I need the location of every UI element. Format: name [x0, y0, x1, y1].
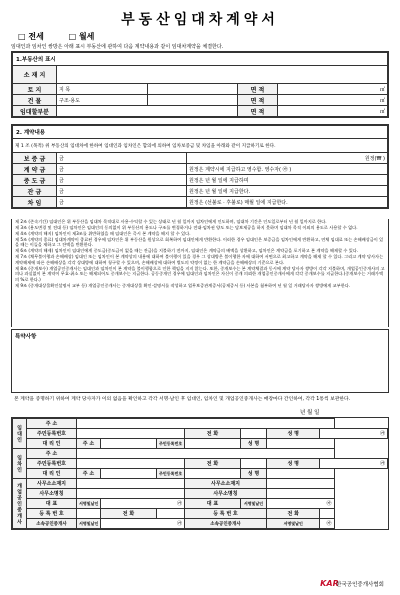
- broker1-assoc-label: 소속공인중개사: [27, 519, 77, 529]
- special-terms-heading: 특약사항: [15, 334, 37, 340]
- association-name: 한국공인중개사협회: [336, 581, 384, 588]
- lessee-seal[interactable]: ㉮: [320, 459, 388, 469]
- broker1-reg-field[interactable]: [77, 509, 101, 519]
- lessee-name-label: 성 명: [267, 459, 320, 469]
- broker2-phone-label: 전 화: [267, 509, 320, 519]
- land-area-label: 면 적: [238, 84, 278, 95]
- mid-payment-label: 중 도 금: [13, 175, 57, 186]
- broker1-assoc-sign-label: 서명및날인: [77, 519, 101, 529]
- broker2-office-addr-label: 사무소소재지: [185, 479, 267, 489]
- down-payment-note: 원정은 계약시에 지급하고 영수함. 영수자( ㉮ ): [187, 164, 388, 175]
- lease-part-label: 임대할부분: [13, 106, 57, 117]
- broker2-reg-label: 등 록 번 호: [185, 509, 267, 519]
- deposit-label: 보 증 금: [13, 153, 57, 164]
- lessor-agent-id-field[interactable]: [185, 439, 241, 449]
- lessee-agent-name-field[interactable]: [267, 469, 335, 479]
- parties-section: [11, 417, 389, 530]
- down-payment-field[interactable]: 금: [57, 164, 187, 175]
- balance-label: 잔 금: [13, 186, 57, 197]
- article-6: 제 6조 (계약의 해제) 임차인이 임대인에게 중도금(중도금이 없을 때는 잔금)을 지불하기 전까지, 임대인은 계약금의 배액을 상환하고, 임차인은 계약금을 포기하고 본 계약을 해제할 수 있다.: [15, 248, 359, 254]
- wolse-checkbox[interactable]: □ 월세: [68, 32, 95, 41]
- article-9: 제 9조 (중개대상물확인설명서 교부 등) 개업공인중개사는 중개대상물 확인·설명서를 작성하고 업무보증관계증서(공제증서 등) 사본을 첨부하여 년 월 일 거래당사자 쌍방에게 교부한다.: [15, 282, 351, 288]
- deposit-field[interactable]: 금: [57, 153, 187, 164]
- lessee-phone-field[interactable]: [241, 459, 267, 469]
- special-terms-box[interactable]: [11, 329, 389, 393]
- building-label: 건 물: [13, 95, 57, 106]
- lease-area-field[interactable]: ㎡: [278, 106, 388, 117]
- article-4: 제 4조 (계약의 해지) 임차인이 제3조를 위반하였을 때 임대인은 즉시 본 계약을 해지 할 수 있다.: [15, 230, 191, 236]
- building-area-field[interactable]: ㎡: [278, 95, 388, 106]
- lessee-id-field[interactable]: [77, 459, 185, 469]
- broker-label: 개업공인중개사: [13, 479, 27, 529]
- article-3: 제 3조 (용도변경 및 전대 등) 임차인은 임대인의 동의없이 위 부동산의 용도나 구조를 변경하거나 전대·임차권 양도 또는 담보제공을 하지 못하며 임대차 목적 이외의 용도로 사용할 수 없다.: [15, 224, 358, 230]
- broker1-office-addr-label: 사무소소재지: [27, 479, 77, 489]
- lessor-agent-id-label: 주민등록번호: [157, 439, 185, 449]
- lessor-address-field[interactable]: [77, 419, 335, 429]
- mid-payment-note: 원정은 년 월 일에 지급하며: [187, 175, 388, 186]
- broker1-rep-label: 대 표: [27, 499, 77, 509]
- contract-type-options: [18, 31, 116, 42]
- lessee-address-field[interactable]: [77, 449, 335, 459]
- contract-title: 부동산임대차계약서: [121, 12, 279, 28]
- building-area-label: 면 적: [238, 95, 278, 106]
- lessee-address-label: 주 소: [27, 449, 77, 459]
- confirmation-text: 본 계약을 증명하기 위하여 계약 당사자가 이의 없음을 확인하고 각각 서명·날인 후 임대인, 임차인 및 개업공인중개사는 매장마다 간인하여, 각각 1통씩 보관한다.: [14, 397, 351, 402]
- lessor-name-label: 성 명: [267, 429, 320, 439]
- lessee-agent-addr-label: 주 소: [77, 469, 101, 479]
- lessee-agent-name-label: 성 명: [241, 469, 267, 479]
- broker2-assoc-label: 소속공인중개사: [185, 519, 267, 529]
- lessee-phone-label: 전 화: [185, 459, 241, 469]
- lessor-agent-addr-label: 주 소: [77, 439, 101, 449]
- broker1-reg-label: 등 록 번 호: [27, 509, 77, 519]
- broker2-office-name-field[interactable]: [267, 489, 335, 499]
- deposit-won: 원정(₩ ): [187, 153, 388, 164]
- lessor-agent-name-label: 성 명: [241, 439, 267, 449]
- rent-note: 원정은 (선불로 · 후불로) 매월 일에 지급한다.: [187, 197, 388, 208]
- land-category-label: 지 목: [57, 84, 148, 95]
- lessor-agent-addr-field[interactable]: [101, 439, 157, 449]
- lessor-seal[interactable]: ㉮: [320, 429, 388, 439]
- location-field[interactable]: [57, 66, 388, 84]
- broker1-sign-label: 서명및날인: [77, 499, 101, 509]
- balance-note: 원정은 년 월 일에 지급한다.: [187, 186, 388, 197]
- article-2: 제 2조 (존속기간) 임대인은 위 부동산을 임대차 목적대로 사용·수익할 수 있는 상태로 년 월 일까지 임차인에게 인도하며, 임대차 기간은 인도일로부터 년 월 일까지로 한다.: [15, 219, 327, 224]
- building-struct-label: 구조·용도: [57, 95, 148, 106]
- location-label: 소 재 지: [13, 66, 57, 84]
- balance-field[interactable]: 금: [57, 186, 187, 197]
- article-1: 제 1 조 (목적) 위 부동산의 임대차에 한하여 임대인과 임차인은 합의에 의하여 임차보증금 및 차임을 아래와 같이 지급하기로 한다.: [13, 139, 388, 153]
- broker1-office-name-label: 사무소명칭: [27, 489, 77, 499]
- lessor-agent-label: 대 리 인: [27, 439, 77, 449]
- lessor-phone-label: 전 화: [185, 429, 241, 439]
- lessor-phone-field[interactable]: [241, 429, 267, 439]
- broker1-office-name-field[interactable]: [77, 489, 185, 499]
- rent-field[interactable]: 금: [57, 197, 187, 208]
- association-logo: [320, 579, 384, 588]
- broker2-sign-label: 서명및날인: [241, 499, 267, 509]
- lessor-id-field[interactable]: [77, 429, 185, 439]
- jeonse-checkbox[interactable]: □ 전세: [18, 32, 44, 41]
- property-section: [11, 51, 389, 118]
- lease-area-label: 면 적: [238, 106, 278, 117]
- broker2-rep-label: 대 표: [185, 499, 241, 509]
- broker1-rep-seal[interactable]: ㉮: [101, 499, 185, 509]
- lessee-id-label: 주민등록번호: [27, 459, 77, 469]
- article-5: 제 5조 (계약의 종료) 임대차계약이 종료된 경우에 임차인은 위 부동산을 원상으로 회복하여 임대인에게 반환한다. 이러한 경우 임대인은 보증금을 임차인에게 반환하고, 연체 임대료 또는 손해배상금이 있을 때는 이들을 제하고 그 잔액을 반환한다.: [15, 236, 384, 248]
- rent-label: 차 임: [13, 197, 57, 208]
- lessee-agent-id-field[interactable]: [185, 469, 241, 479]
- broker1-assoc-seal[interactable]: ㉮: [101, 519, 185, 529]
- broker2-rep-seal[interactable]: ㉮: [267, 499, 335, 509]
- intro-text: 임대인과 임차인 쌍방은 아래 표시 부동산에 관하여 다음 계약내용과 같이 임대차계약을 체결한다.: [11, 44, 224, 50]
- broker2-phone-field[interactable]: [320, 509, 334, 519]
- broker1-phone-field[interactable]: [157, 509, 185, 519]
- contract-articles: [11, 219, 389, 327]
- broker2-office-addr-field[interactable]: [267, 479, 335, 489]
- lessor-id-label: 주민등록번호: [27, 429, 77, 439]
- lessor-agent-name-field[interactable]: [267, 439, 335, 449]
- lessee-agent-addr-field[interactable]: [101, 469, 157, 479]
- kar-logo-icon: KAR: [320, 579, 339, 588]
- property-heading: 1.부동산의 표시: [13, 53, 388, 66]
- broker1-office-addr-field[interactable]: [77, 479, 185, 489]
- building-struct-field[interactable]: [147, 95, 238, 106]
- lessee-label: 임차인: [13, 449, 27, 479]
- contract-date[interactable]: 년 월 일: [300, 410, 320, 416]
- broker2-office-name-label: 사무소명칭: [185, 489, 267, 499]
- mid-payment-field[interactable]: 금: [57, 175, 187, 186]
- lessor-label: 임대인: [13, 419, 27, 449]
- broker2-assoc-sign-label: 서명및날인: [267, 519, 320, 529]
- contract-heading: 2. 계약내용: [13, 126, 388, 139]
- broker1-phone-label: 전 화: [101, 509, 157, 519]
- broker2-assoc-seal[interactable]: ㉮: [320, 519, 334, 529]
- lessor-address-label: 주 소: [27, 419, 77, 429]
- lessee-agent-label: 대 리 인: [27, 469, 77, 479]
- article-8: 제 8조 (중개보수) 개업공인중개사는 임대인과 임차인이 본 계약을 불이행함으로 인한 책임을 지지 않는다. 또한, 중개보수는 본 계약체결과 동시에 계약 당사자 쌍방이 각각 지불하며, 개업공인중개사의 고의나 과실없이 본 계약이 무효·취소 또는 해제되어도 중개보수는 지급한다. 공동중개인 경우에 임대인과 임차인은 자신이 중개 의뢰한 개업공인중개사에게 각각 중개보수를 지급한다.(중개보수는 거래가액의 %로 한다.): [15, 265, 385, 282]
- land-area-field[interactable]: ㎡: [278, 84, 388, 95]
- lease-part-field[interactable]: [57, 106, 238, 117]
- land-category-field[interactable]: [147, 84, 238, 95]
- contract-section: [11, 124, 389, 209]
- lessee-agent-id-label: 주민등록번호: [157, 469, 185, 479]
- article-7: 제 7조 (채무불이행과 손해배상) 임대인 또는 임차인이 본 계약상의 내용에 대하여 불이행이 있을 경우 그 상대방은 불이행한 자에 대하여 서면으로 최고하고 계약을 해제 할 수 있다. 그리고 계약 당사자는 계약해제에 따른 손해배상을 각각 상대방에 대하여 청구할 수 있으며, 손해배상에 대하여 별도의 약정이 없는 한 계약금을 손해배상의 기준으로 본다.: [15, 254, 384, 265]
- land-label: 토 지: [13, 84, 57, 95]
- down-payment-label: 계 약 금: [13, 164, 57, 175]
